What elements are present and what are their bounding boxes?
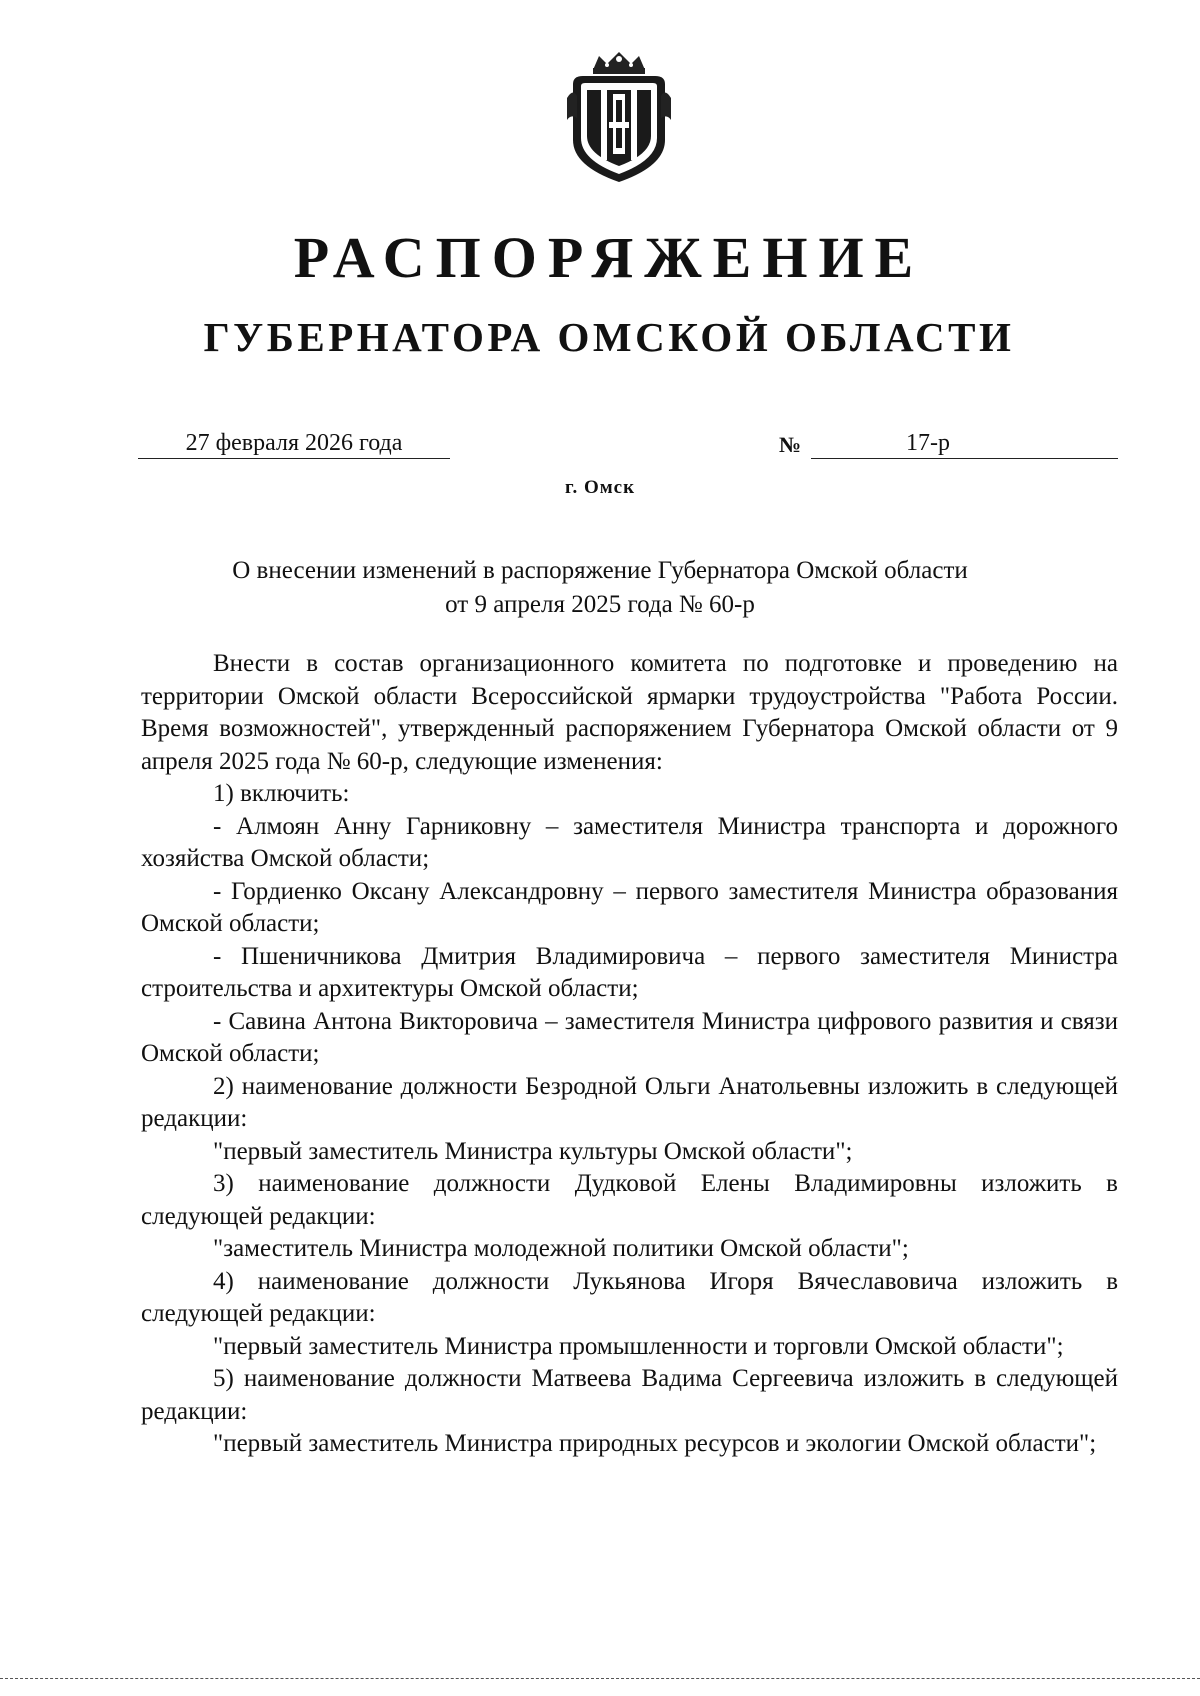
document-number: 17-р	[906, 430, 950, 456]
document-date: 27 февраля 2026 года	[138, 428, 450, 459]
body-paragraph: - Гордиенко Оксану Александровну – первого заместителя Министра образования Омской области;	[141, 877, 1118, 937]
body-paragraph: "первый заместитель Министра промышленности и торговли Омской области";	[213, 1332, 1064, 1360]
body-paragraph: "первый заместитель Министра природных ресурсов и экологии Омской области";	[213, 1430, 1097, 1457]
number-sign: №	[779, 432, 802, 457]
document-body	[141, 648, 1118, 1461]
subject-line-1: О внесении изменений в распоряжение Губернатора Омской области	[232, 557, 968, 584]
body-paragraph: 4) наименование должности Лукьянова Игоря Вячеславовича изложить в следующей редакции:	[141, 1267, 1118, 1327]
document-city: г. Омск	[564, 477, 636, 498]
document-number-field	[811, 428, 1118, 459]
body-paragraph: "заместитель Министра молодежной политики Омской области";	[213, 1235, 909, 1262]
body-paragraph: - Савина Антона Викторовича – заместителя Министра цифрового развития и связи Омской области;	[141, 1007, 1118, 1067]
body-paragraph: - Пшеничникова Дмитрия Владимировича – первого заместителя Министра строительства и архитектуры Омской области;	[141, 942, 1118, 1002]
body-paragraph: "первый заместитель Министра культуры Омской области";	[213, 1137, 853, 1165]
scan-edge-line	[0, 1678, 1200, 1679]
omsk-coat-of-arms-icon	[563, 48, 675, 188]
body-paragraph: 2) наименование должности Безродной Ольги Анатольевны изложить в следующей редакции:	[141, 1072, 1118, 1132]
document-subtitle: ГУБЕРНАТОРА ОМСКОЙ ОБЛАСТИ	[203, 314, 1015, 360]
body-paragraph: 1) включить:	[213, 780, 350, 807]
document-title: РАСПОРЯЖЕНИЕ	[293, 225, 925, 290]
body-paragraph: 3) наименование должности Дудковой Елены Владимировны изложить в следующей редакции:	[141, 1170, 1118, 1230]
document-subject	[0, 554, 1200, 622]
body-paragraph: 5) наименование должности Матвеева Вадима Сергеевича изложить в следующей редакции:	[141, 1365, 1118, 1425]
subject-line-2: от 9 апреля 2025 года № 60-р	[445, 591, 755, 618]
body-paragraph: Внести в состав организационного комитета по подготовке и проведению на территории Омской области Всероссийской ярмарки трудоустройства "Работа России. Время возможностей", утвержденный распоряжением Губернатора Омской области от 9 апреля 2025 года № 60-р, следующие изменения:	[141, 650, 1118, 775]
body-paragraph: - Алмоян Анну Гарниковну – заместителя Министра транспорта и дорожного хозяйства Омской области;	[141, 812, 1118, 872]
